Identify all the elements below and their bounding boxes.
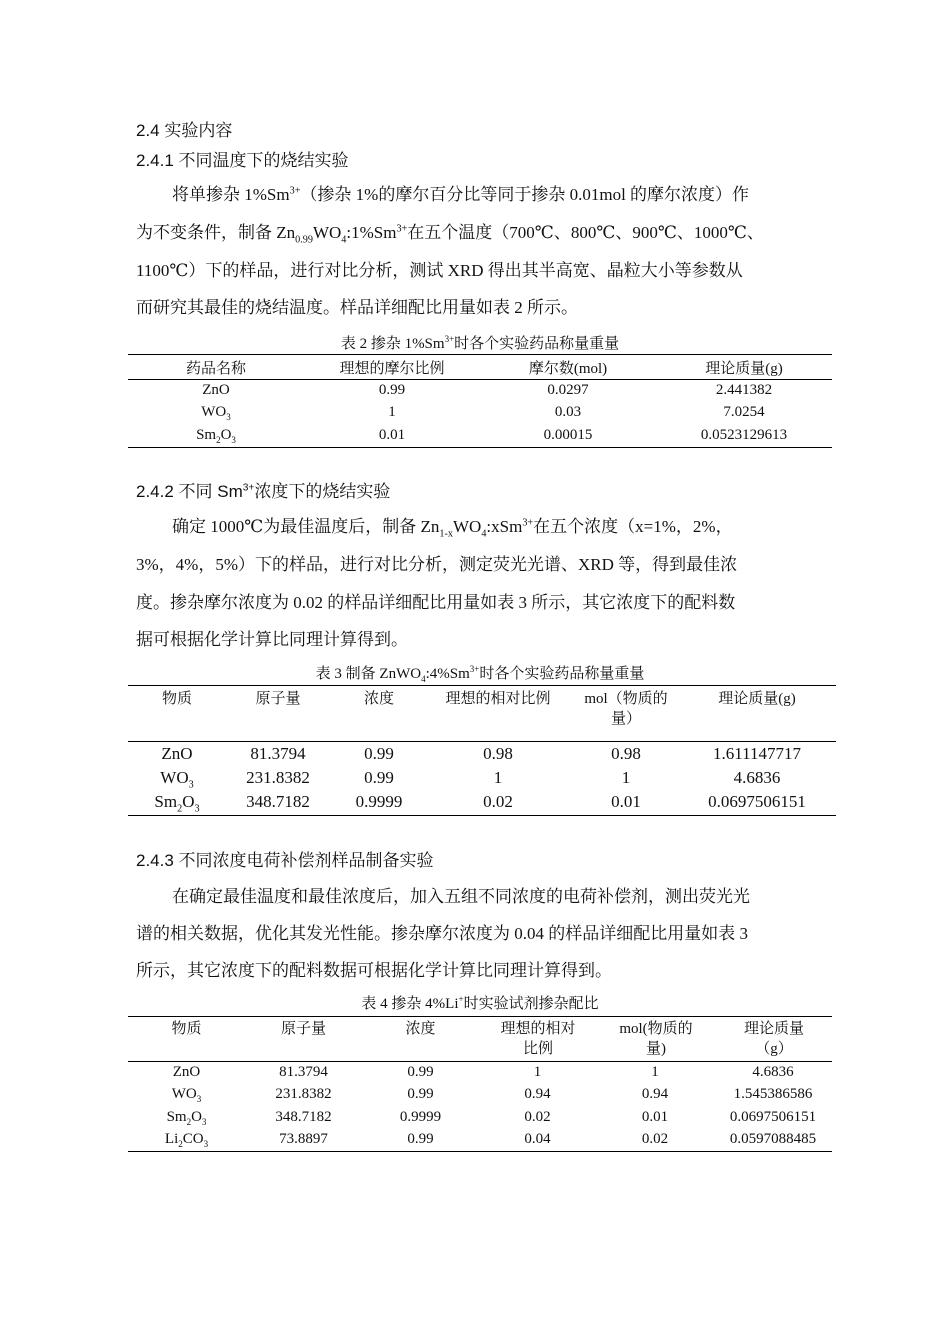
table3-cell: 1.611147717 [713,744,801,763]
table4-cell: 0.99 [407,1131,434,1147]
table4-top-rule [128,1016,832,1017]
table4-header-rule [128,1061,832,1062]
table3-header-cell: mol（物质的量） [584,691,668,727]
table3-cell: 0.99 [364,768,394,787]
table3-cell: 0.99 [364,744,394,763]
table4-cell: 0.9999 [399,1109,442,1125]
paragraph-line: 据可根据化学计算比同理计算得到。 [136,630,408,649]
table3-header-cell: 理想的相对比例 [445,691,551,707]
table3-cell: 0.98 [483,744,513,763]
table3-cell: 81.3794 [250,744,306,763]
heading-2-4-3: 2.4.3 不同浓度电荷补偿剂样品制备实验 [136,851,434,870]
paragraph-line: 在确定最佳温度和最佳浓度后，加入五组不同浓度的电荷补偿剂，测出荧光光 [172,887,750,906]
table3-cell: 0.98 [611,744,641,763]
table4-header-cell: 浓度 [405,1021,436,1037]
table2-bottom-rule [128,447,832,448]
table2-top-rule [128,354,832,355]
table2-header-cell: 药品名称 [185,361,246,377]
table2-header-cell: 摩尔数(mol) [528,361,608,377]
table2-header-rule [128,379,832,380]
table3-cell: 0.02 [483,792,513,811]
table2-header-cell: 理想的摩尔比例 [339,361,445,377]
table2-cell: $WO_3$ [201,404,231,422]
table4-cell: $WO_3$ [171,1086,202,1104]
table3-caption: 表 3 制备 $ZnWO_4:4\%Sm^{3+}$时各个实验药品称量重量 [315,664,645,684]
heading-2-4: 2.4 实验内容 [136,121,233,140]
paragraph-line: 所示，其它浓度下的配料数据可根据化学计算比同理计算得到。 [136,961,612,980]
table2-cell: 1 [388,404,396,420]
table3-header-rule [128,741,836,742]
table4-cell: 0.02 [641,1131,669,1147]
paragraph-line: 确定 1000℃为最佳温度后，制备 $Zn_{1-x}WO_4:xSm^{3+}$在五个浓度（x=1%，2%， [172,517,733,540]
paragraph-line: 3%，4%，5%）下的样品，进行对比分析，测定荧光光谱、XRD 等，得到最佳浓 [136,555,738,574]
table4-bottom-rule [128,1151,832,1152]
table2-header-cell: 理论质量(g) [705,361,783,377]
table4-cell: 0.99 [407,1064,434,1080]
table4-cell: $Li_2CO_3$ [164,1131,209,1149]
table4-header-cell: 物质 [171,1021,202,1037]
paragraph-line: 1100℃）下的样品，进行对比分析，测试 XRD 得出其半高宽、晶粒大小等参数从 [136,261,743,280]
table4-cell: 0.0697506151 [729,1109,817,1125]
heading-2-4-2: 2.4.2 不同 $Sm^{3+}$浓度下的烧结实验 [136,482,391,501]
table3-cell: ZnO [161,744,193,763]
table3-top-rule [128,685,836,686]
paragraph-line: 而研究其最佳的烧结温度。样品详细配比用量如表 2 所示。 [136,298,578,317]
table3-cell: 231.8382 [246,768,310,787]
table4-header-cell: 原子量 [280,1021,326,1037]
table2-caption: 表 2 掺杂 $1\%Sm^{3+}$时各个实验药品称量重量 [340,334,620,352]
table3-cell: 0.01 [611,792,641,811]
table4-cell: 0.02 [524,1109,551,1125]
table2-cell: 2.441382 [715,382,773,398]
table4-cell: 81.3794 [279,1064,328,1080]
table4-header-cell: 理论质量（g） [743,1021,804,1057]
table4-cell: 0.94 [641,1086,669,1102]
table3-cell: 1 [621,768,631,787]
table4-cell: 0.0597088485 [729,1131,817,1147]
table4-cell: 1 [651,1064,659,1080]
table4-cell: 348.7182 [275,1109,332,1125]
table4-cell: 0.99 [407,1086,434,1102]
table2-cell: 7.0254 [723,404,765,420]
table3-cell: 348.7182 [246,792,310,811]
paragraph-line: 谱的相关数据，优化其发光性能。掺杂摩尔浓度为 0.04 的样品详细配比用量如表 3 [136,924,748,943]
table2-cell: 0.0523129613 [700,427,788,443]
table2-cell: 0.99 [378,382,406,398]
table2-cell: 0.0297 [547,382,589,398]
table4-caption: 表 4 掺杂 4%Li+时实验试剂掺杂配比 [361,994,599,1012]
table4-cell: $Sm_2O_3$ [166,1109,207,1127]
table2-cell: 0.00015 [543,427,593,443]
table2-cell: 0.03 [554,404,582,420]
table4-cell: 0.01 [641,1109,669,1125]
table2-cell: ZnO [202,382,230,398]
table4-header-cell: 理想的相对比例 [500,1021,576,1057]
table2-cell: 0.01 [378,427,406,443]
table4-cell: 231.8382 [275,1086,332,1102]
table4-cell: 73.8897 [279,1131,328,1147]
table3-cell: $Sm_2O_3$ [154,792,200,815]
paragraph-line: 为不变条件，制备 $Zn_{0.99}WO_4:1\%Sm^{3+}$在五个温度（700℃、800℃、900℃、1000℃、 [136,223,764,246]
table3-cell: 1 [493,768,503,787]
table4-cell: ZnO [172,1064,201,1080]
table3-header-cell: 理论质量(g) [718,691,796,707]
table3-cell: 0.9999 [355,792,403,811]
table4-header-cell: mol(物质的量) [619,1021,693,1057]
table2-cell: $Sm_2O_3$ [196,427,236,445]
heading-2-4-1: 2.4.1 不同温度下的烧结实验 [136,151,349,170]
table3-header-cell: 浓度 [363,691,394,707]
table3-header-cell: 物质 [161,691,192,707]
paragraph-line: 度。掺杂摩尔浓度为 0.02 的样品详细配比用量如表 3 所示，其它浓度下的配料数 [136,593,736,612]
table4-cell: 1 [533,1064,542,1080]
paragraph-line: 将单掺杂 $1\%Sm^{3+}$（掺杂 1%的摩尔百分比等同于掺杂 0.01mol 的摩尔浓度）作 [172,185,750,204]
table3-cell: 4.6836 [733,768,781,787]
table3-header-cell: 原子量 [255,691,301,707]
table3-bottom-rule [128,815,836,816]
table3-cell: $WO_3$ [160,768,194,791]
table4-cell: 1.545386586 [733,1086,813,1102]
table4-cell: 0.94 [524,1086,551,1102]
table4-cell: 0.04 [524,1131,551,1147]
table3-cell: 0.0697506151 [708,792,806,811]
table4-cell: 4.6836 [752,1064,794,1080]
